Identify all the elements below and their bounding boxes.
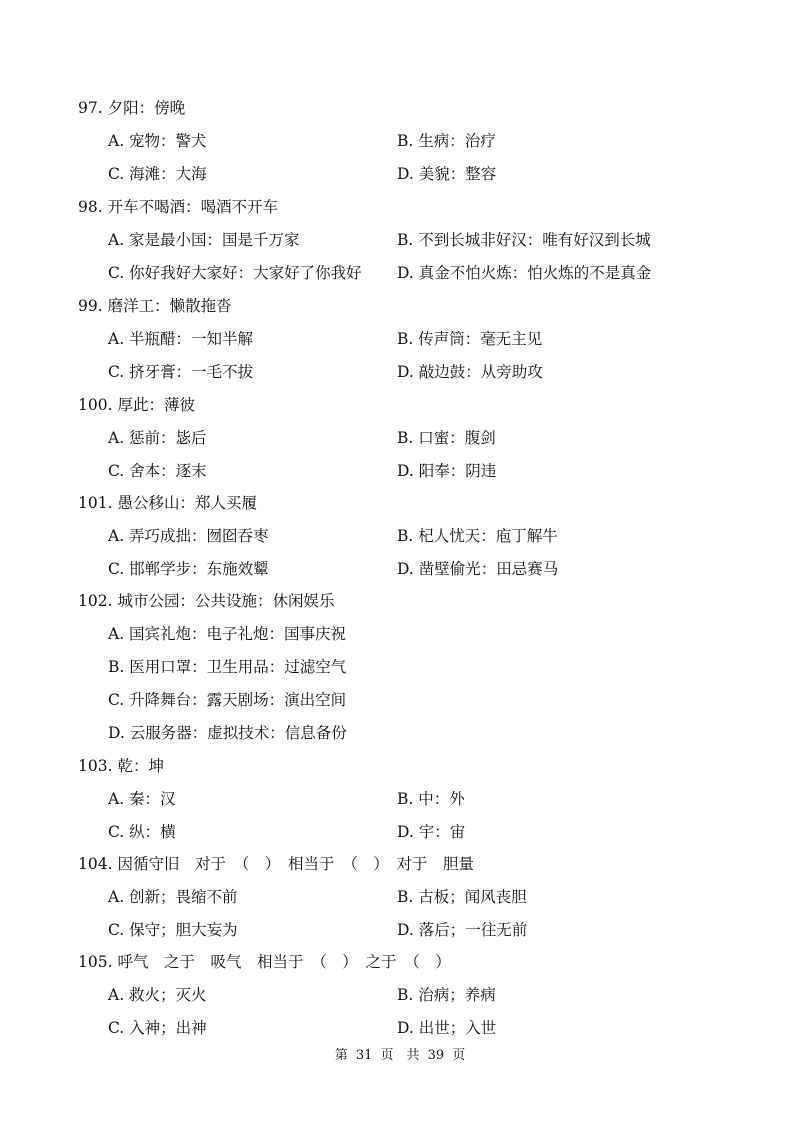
question-97 [78,92,778,191]
option-d[interactable]: D. 云服务器：虚拟技术：信息备份 [108,724,347,742]
option-d[interactable]: D. 美貌：整容 [397,165,497,183]
option-row [78,125,778,158]
question-stem: 105. 呼气 之于 吸气 相当于 （ ） 之于 （ ） [78,953,451,971]
page-number-footer: 第 31 页 共 39 页 [334,1048,466,1063]
option-c[interactable]: C. 挤牙膏：一毛不拔 [108,363,254,381]
option-row [78,684,778,717]
question-104 [78,848,778,947]
question-stem: 103. 乾：坤 [78,757,164,775]
option-c[interactable]: C. 纵：横 [108,823,176,841]
question-105 [78,946,778,1045]
option-row [78,422,778,455]
option-row [78,158,778,191]
option-row [78,651,778,684]
option-row [78,816,778,849]
option-row [78,717,778,750]
question-103 [78,750,778,849]
option-row [78,455,778,488]
option-row [78,881,778,914]
question-stem: 98. 开车不喝酒：喝酒不开车 [78,198,279,216]
option-a[interactable]: A. 弄巧成拙：囫囵吞枣 [108,527,269,545]
option-row [78,914,778,947]
option-d[interactable]: D. 阳奉：阴违 [397,462,497,480]
option-b[interactable]: B. 杞人忧天：庖丁解牛 [397,527,558,545]
option-row [78,979,778,1012]
option-d[interactable]: D. 凿壁偷光：田忌赛马 [397,560,559,578]
option-d[interactable]: D. 宇：宙 [397,823,466,841]
question-stem: 101. 愚公移山：郑人买履 [78,494,257,512]
option-a[interactable]: A. 宠物：警犬 [108,132,207,150]
option-c[interactable]: C. 舍本：逐末 [108,462,207,480]
option-b[interactable]: B. 治病；养病 [397,986,496,1004]
question-stem: 99. 磨洋工：懒散拖沓 [78,297,232,315]
option-row [78,553,778,586]
option-b[interactable]: B. 传声筒：毫无主见 [397,330,543,348]
question-100 [78,389,778,488]
option-a[interactable]: A. 家是最小国：国是千万家 [108,231,300,249]
option-c[interactable]: C. 保守；胆大妄为 [108,921,238,939]
option-b[interactable]: B. 医用口罩：卫生用品：过滤空气 [108,658,347,676]
question-stem: 102. 城市公园：公共设施：休闲娱乐 [78,592,335,610]
option-b[interactable]: B. 口蜜：腹剑 [397,429,496,447]
option-c[interactable]: C. 入神；出神 [108,1019,207,1037]
option-b[interactable]: B. 不到长城非好汉：唯有好汉到长城 [397,231,651,249]
question-102 [78,585,778,750]
option-row [78,224,778,257]
option-c[interactable]: C. 你好我好大家好：大家好了你我好 [108,264,362,282]
option-row [78,323,778,356]
question-stem: 100. 厚此：薄彼 [78,396,195,414]
question-101 [78,487,778,586]
option-d[interactable]: D. 落后；一往无前 [397,921,528,939]
option-row [78,618,778,651]
option-a[interactable]: A. 惩前：毖后 [108,429,207,447]
question-98 [78,191,778,290]
option-row [78,783,778,816]
option-a[interactable]: A. 秦：汉 [108,790,176,808]
option-row [78,257,778,290]
option-a[interactable]: A. 国宾礼炮：电子礼炮：国事庆祝 [108,625,347,643]
option-d[interactable]: D. 敲边鼓：从旁助攻 [397,363,543,381]
option-row [78,356,778,389]
option-b[interactable]: B. 古板；闻风丧胆 [397,888,527,906]
option-c[interactable]: C. 邯郸学步：东施效颦 [108,560,269,578]
question-99 [78,290,778,389]
question-stem: 97. 夕阳：傍晚 [78,99,186,117]
option-d[interactable]: D. 真金不怕火炼：怕火炼的不是真金 [397,264,652,282]
option-c[interactable]: C. 海滩：大海 [108,165,207,183]
question-stem: 104. 因循守旧 对于 （ ） 相当于 （ ） 对于 胆量 [78,855,474,873]
option-a[interactable]: A. 半瓶醋：一知半解 [108,330,254,348]
option-a[interactable]: A. 创新；畏缩不前 [108,888,238,906]
option-row [78,520,778,553]
option-c[interactable]: C. 升降舞台：露天剧场：演出空间 [108,691,347,709]
option-a[interactable]: A. 救火；灭火 [108,986,207,1004]
option-b[interactable]: B. 中：外 [397,790,465,808]
option-b[interactable]: B. 生病：治疗 [397,132,496,150]
option-d[interactable]: D. 出世；入世 [397,1019,497,1037]
option-row [78,1012,778,1045]
